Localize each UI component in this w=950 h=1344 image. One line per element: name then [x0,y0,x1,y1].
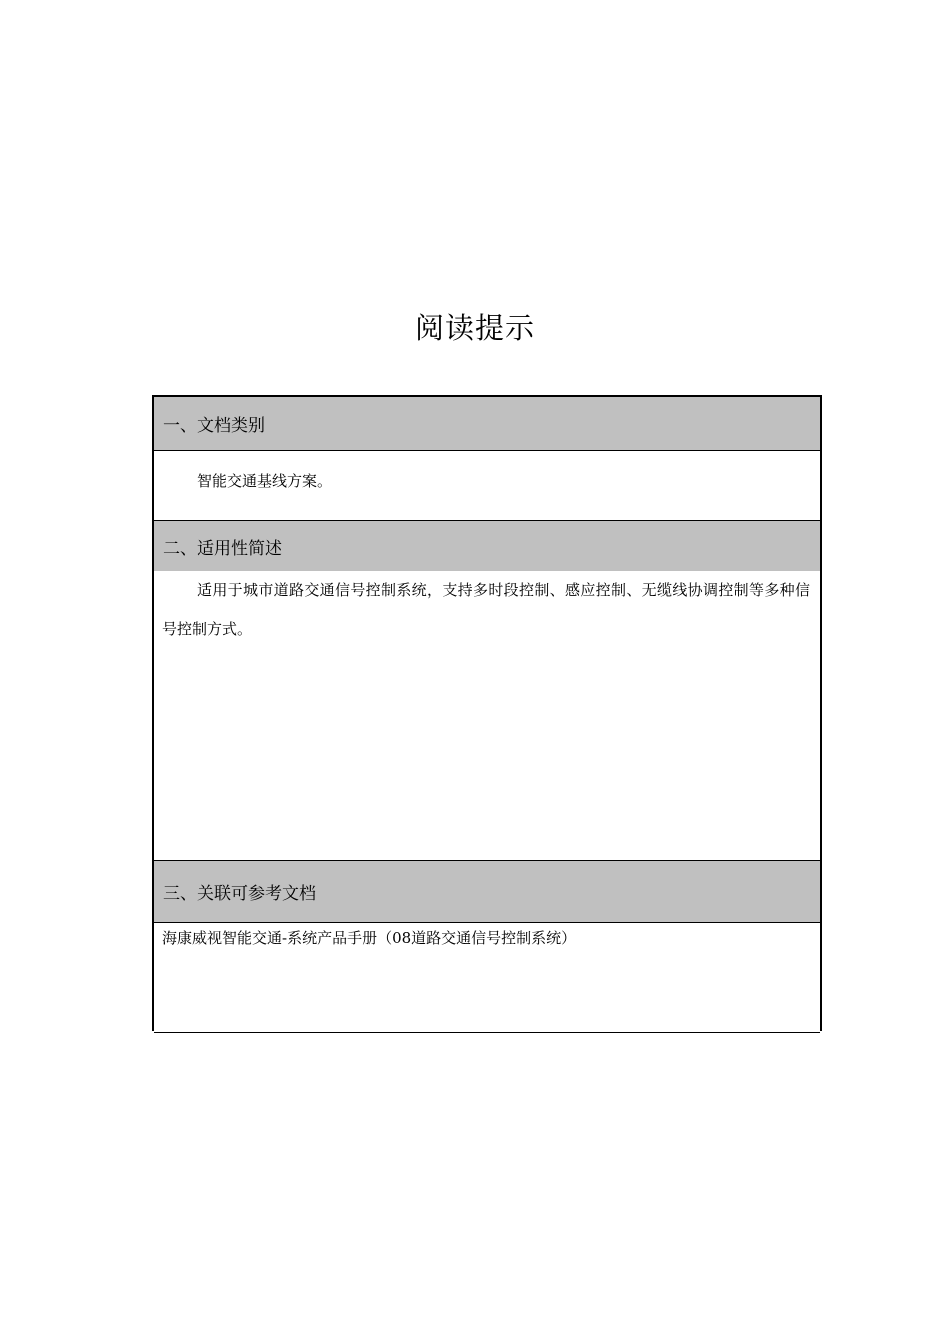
section-text: 适用于城市道路交通信号控制系统，支持多时段控制、感应控制、无缆线协调控制等多种信号控制方式。 [162,581,810,638]
section-body-related-documents [154,923,820,1033]
page-title: 阅读提示 [414,311,535,345]
section-heading-label: 二、适用性简述 [163,538,282,559]
section-header-applicability [154,521,820,571]
section-header-document-category [154,397,820,451]
section-body-applicability [154,571,820,861]
section-text: 智能交通基线方案。 [197,472,333,490]
section-text: 海康威视智能交通-系统产品手册（08道路交通信号控制系统） [162,929,577,947]
section-header-related-documents [154,861,820,923]
section-body-document-category [154,451,820,521]
section-heading-label: 三、关联可参考文档 [163,884,316,904]
section-heading-label: 一、文档类别 [163,416,265,436]
reading-notes-table [152,395,822,1031]
